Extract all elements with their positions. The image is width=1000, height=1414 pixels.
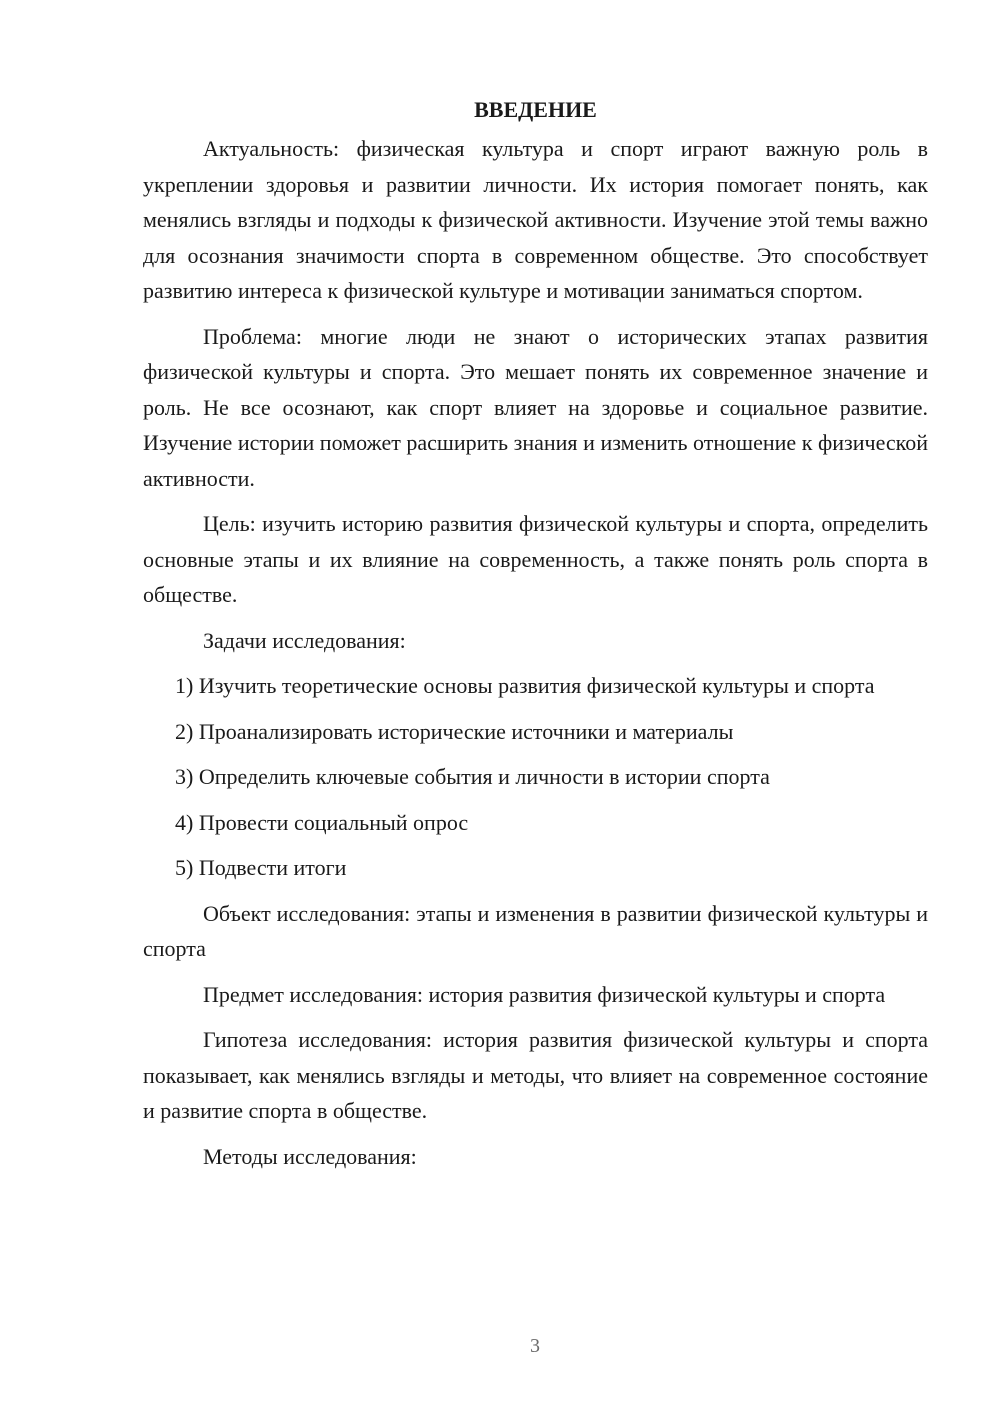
paragraph-object: Объект исследования: этапы и изменения в развитии физической культуры и спорта <box>143 900 928 961</box>
task-item-4: 4) Провести социальный опрос <box>175 809 469 835</box>
task-item-1: 1) Изучить теоретические основы развития физической культуры и спорта <box>175 673 875 698</box>
paragraph-goal: Цель: изучить историю развития физической культуры и спорта, определить основные этапы и их влияние на современность, а также понять роль спорта в обществе. <box>143 511 928 607</box>
paragraph-problem: Проблема: многие люди не знают о исторических этапах развития физической культуры и спорта. Это мешает понять их современное значение и роль. Не все осознают, как спорт влияет на здоровье и социальное развитие. Изучение истории поможет расширить знания и изменить отношение к физической активности. <box>143 323 928 491</box>
task-item-3: 3) Определить ключевые события и личности в истории спорта <box>175 764 770 789</box>
paragraph-tasks-heading: Задачи исследования: <box>203 627 406 653</box>
paragraph-subject: Предмет исследования: история развития физической культуры и спорта <box>203 981 886 1007</box>
paragraph-methods: Методы исследования: <box>203 1143 417 1169</box>
paragraph-hypothesis: Гипотеза исследования: история развития физической культуры и спорта показывает, как менялись взгляды и методы, что влияет на современное состояние и развитие спорта в обществе. <box>143 1027 928 1123</box>
document-page <box>143 92 928 1184</box>
page-number: 3 <box>530 1335 540 1357</box>
task-item-5: 5) Подвести итоги <box>175 855 347 880</box>
task-item-2: 2) Проанализировать исторические источники и материалы <box>175 718 734 744</box>
document-title: ВВЕДЕНИЕ <box>474 97 597 122</box>
paragraph-relevance: Актуальность: физическая культура и спорт играют важную роль в укреплении здоровья и развитии личности. Их история помогает понять, как менялись взгляды и подходы к физической активности. Изучение этой темы важно для осознания значимости спорта в современном обществе. Это способствует развитию интереса к физической культуре и мотивации заниматься спортом. <box>143 136 928 303</box>
